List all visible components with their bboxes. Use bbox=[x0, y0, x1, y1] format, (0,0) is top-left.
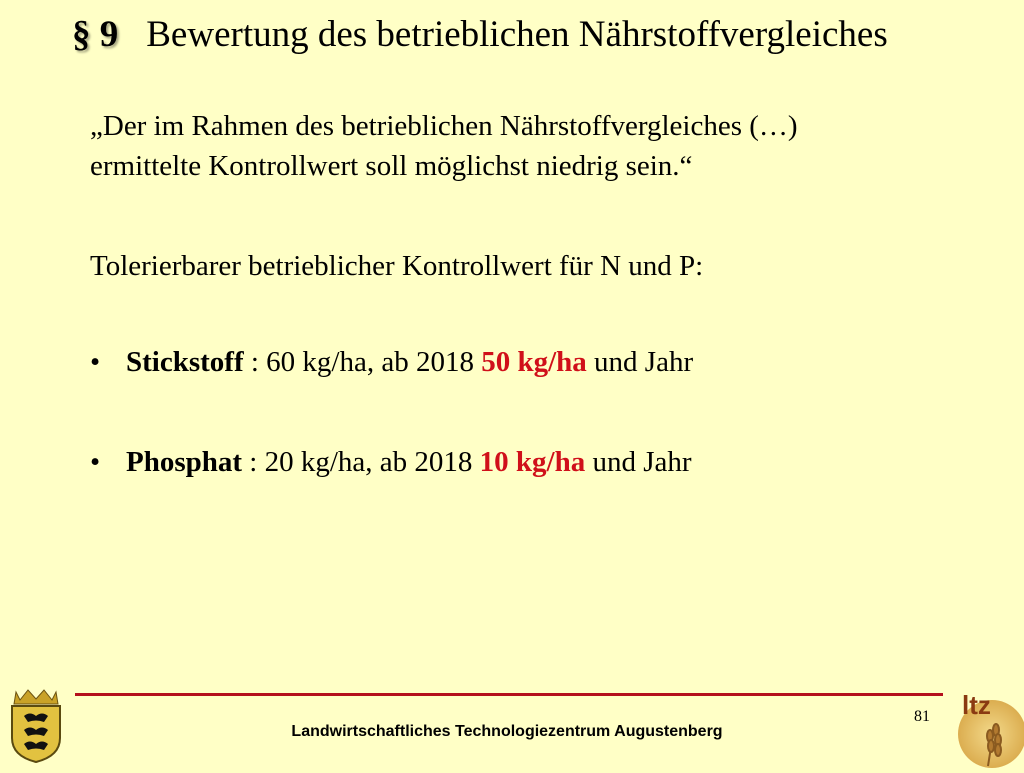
subheading: Tolerierbarer betrieblicher Kontrollwert für N und P: bbox=[90, 250, 704, 282]
quote-line-2: ermittelte Kontrollwert soll möglichst niedrig sein.“ bbox=[90, 150, 693, 182]
page-number: 81 bbox=[914, 708, 930, 725]
title-text: Bewertung des betrieblichen Nährstoffvergleiches bbox=[146, 14, 888, 55]
bullet-suffix: und Jahr bbox=[585, 446, 692, 478]
logo-text: ltz bbox=[962, 690, 991, 720]
bullet-text: : 20 kg/ha, ab 2018 bbox=[242, 446, 480, 478]
bullet-highlight: 50 kg/ha bbox=[481, 346, 587, 378]
ltz-logo bbox=[948, 684, 1024, 768]
institution-name: Landwirtschaftliches Technologiezentrum Augustenberg bbox=[291, 723, 723, 740]
footer-divider bbox=[75, 693, 943, 696]
bullet-suffix: und Jahr bbox=[586, 346, 694, 378]
slide-title bbox=[72, 12, 992, 58]
bullet-list bbox=[90, 342, 970, 542]
bullet-item-phosphat bbox=[90, 442, 970, 482]
bullet-term: Stickstoff bbox=[126, 346, 244, 378]
quote-block bbox=[90, 106, 970, 186]
bullet-item-stickstoff bbox=[90, 342, 970, 382]
quote-line-1: „Der im Rahmen des betrieblichen Nährstoffvergleiches (…) bbox=[90, 110, 798, 142]
section-number: § 9 bbox=[72, 14, 119, 55]
bullet-icon: • bbox=[90, 346, 101, 378]
bullet-icon: • bbox=[90, 446, 101, 478]
bullet-term: Phosphat bbox=[126, 446, 243, 478]
bullet-highlight: 10 kg/ha bbox=[479, 446, 586, 478]
bullet-text: : 60 kg/ha, ab 2018 bbox=[243, 346, 482, 378]
